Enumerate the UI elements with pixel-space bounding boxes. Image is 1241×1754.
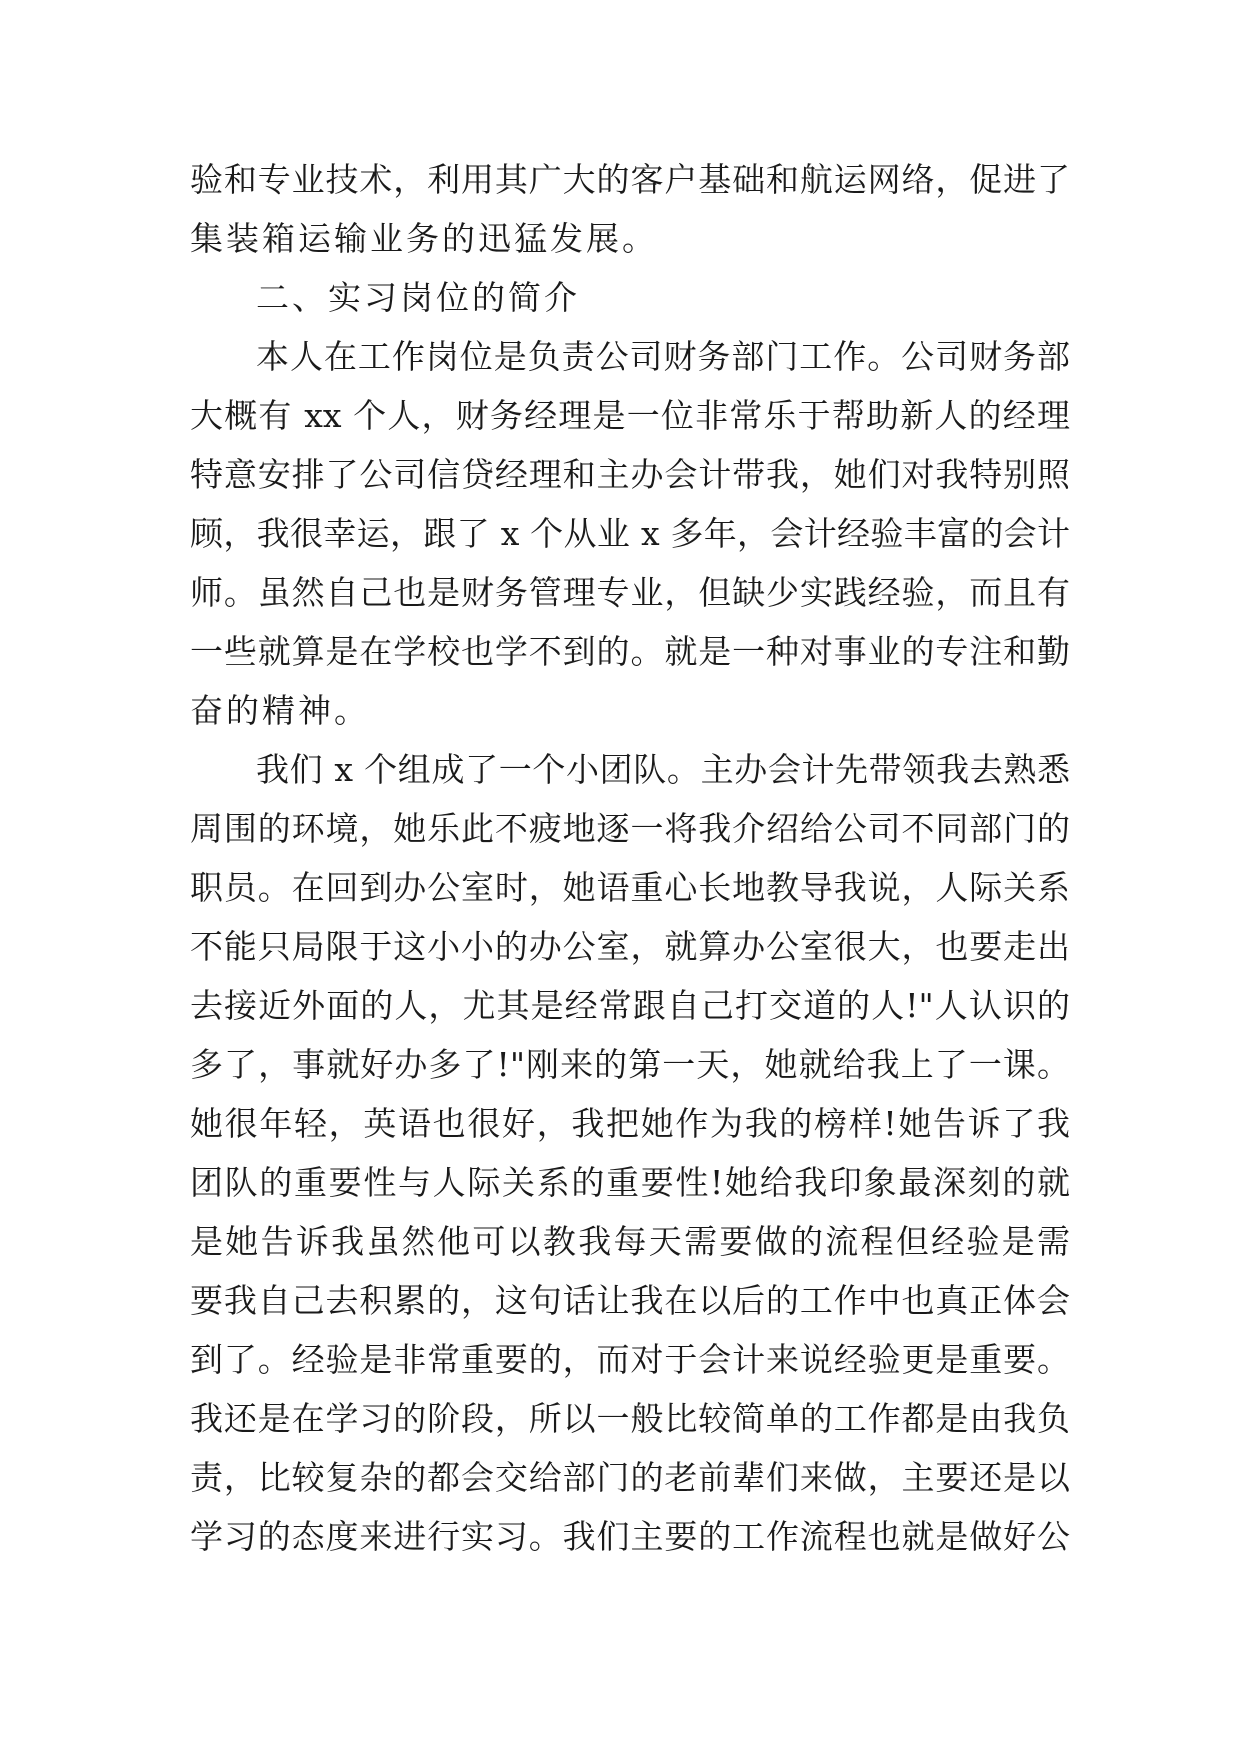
text-line: 本人在工作岗位是负责公司财务部门工作。公司财务部	[256, 337, 1070, 376]
body-text	[190, 150, 1070, 1566]
text-line: 团队的重要性与人际关系的重要性!她给我印象最深刻的就	[190, 1163, 1070, 1202]
text-line: 去接近外面的人，尤其是经常跟自己打交道的人!"人认识的	[190, 986, 1070, 1025]
text-line: 不能只局限于这小小的办公室，就算办公室很大，也要走出	[190, 927, 1070, 966]
text-line: 奋的精神。	[190, 691, 370, 730]
text-line: 她很年轻，英语也很好，我把她作为我的榜样!她告诉了我	[190, 1104, 1070, 1143]
section-heading: 二、实习岗位的简介	[256, 278, 580, 317]
text-line: 集装箱运输业务的迅猛发展。	[190, 219, 658, 258]
text-line: 特意安排了公司信贷经理和主办会计带我，她们对我特别照	[190, 455, 1070, 494]
text-line: 师。虽然自己也是财务管理专业，但缺少实践经验，而且有	[190, 573, 1070, 612]
text-line: 要我自己去积累的，这句话让我在以后的工作中也真正体会	[190, 1281, 1070, 1320]
text-line: 是她告诉我虽然他可以教我每天需要做的流程但经验是需	[190, 1222, 1070, 1261]
text-line: 验和专业技术，利用其广大的客户基础和航运网络，促进了	[190, 160, 1070, 199]
text-line: 责，比较复杂的都会交给部门的老前辈们来做，主要还是以	[190, 1458, 1070, 1497]
text-line: 学习的态度来进行实习。我们主要的工作流程也就是做好公	[190, 1517, 1070, 1556]
text-line: 大概有 xx 个人，财务经理是一位非常乐于帮助新人的经理	[190, 396, 1070, 435]
text-line: 到了。经验是非常重要的，而对于会计来说经验更是重要。	[190, 1340, 1070, 1379]
text-line: 我还是在学习的阶段，所以一般比较简单的工作都是由我负	[190, 1399, 1070, 1438]
text-line: 一些就算是在学校也学不到的。就是一种对事业的专注和勤	[190, 632, 1070, 671]
text-line: 多了，事就好办多了!"刚来的第一天，她就给我上了一课。	[190, 1045, 1070, 1084]
text-line: 顾，我很幸运，跟了 x 个从业 x 多年，会计经验丰富的会计	[190, 514, 1070, 553]
text-line: 周围的环境，她乐此不疲地逐一将我介绍给公司不同部门的	[190, 809, 1070, 848]
text-line: 我们 x 个组成了一个小团队。主办会计先带领我去熟悉	[256, 750, 1070, 789]
text-line: 职员。在回到办公室时，她语重心长地教导我说，人际关系	[190, 868, 1070, 907]
